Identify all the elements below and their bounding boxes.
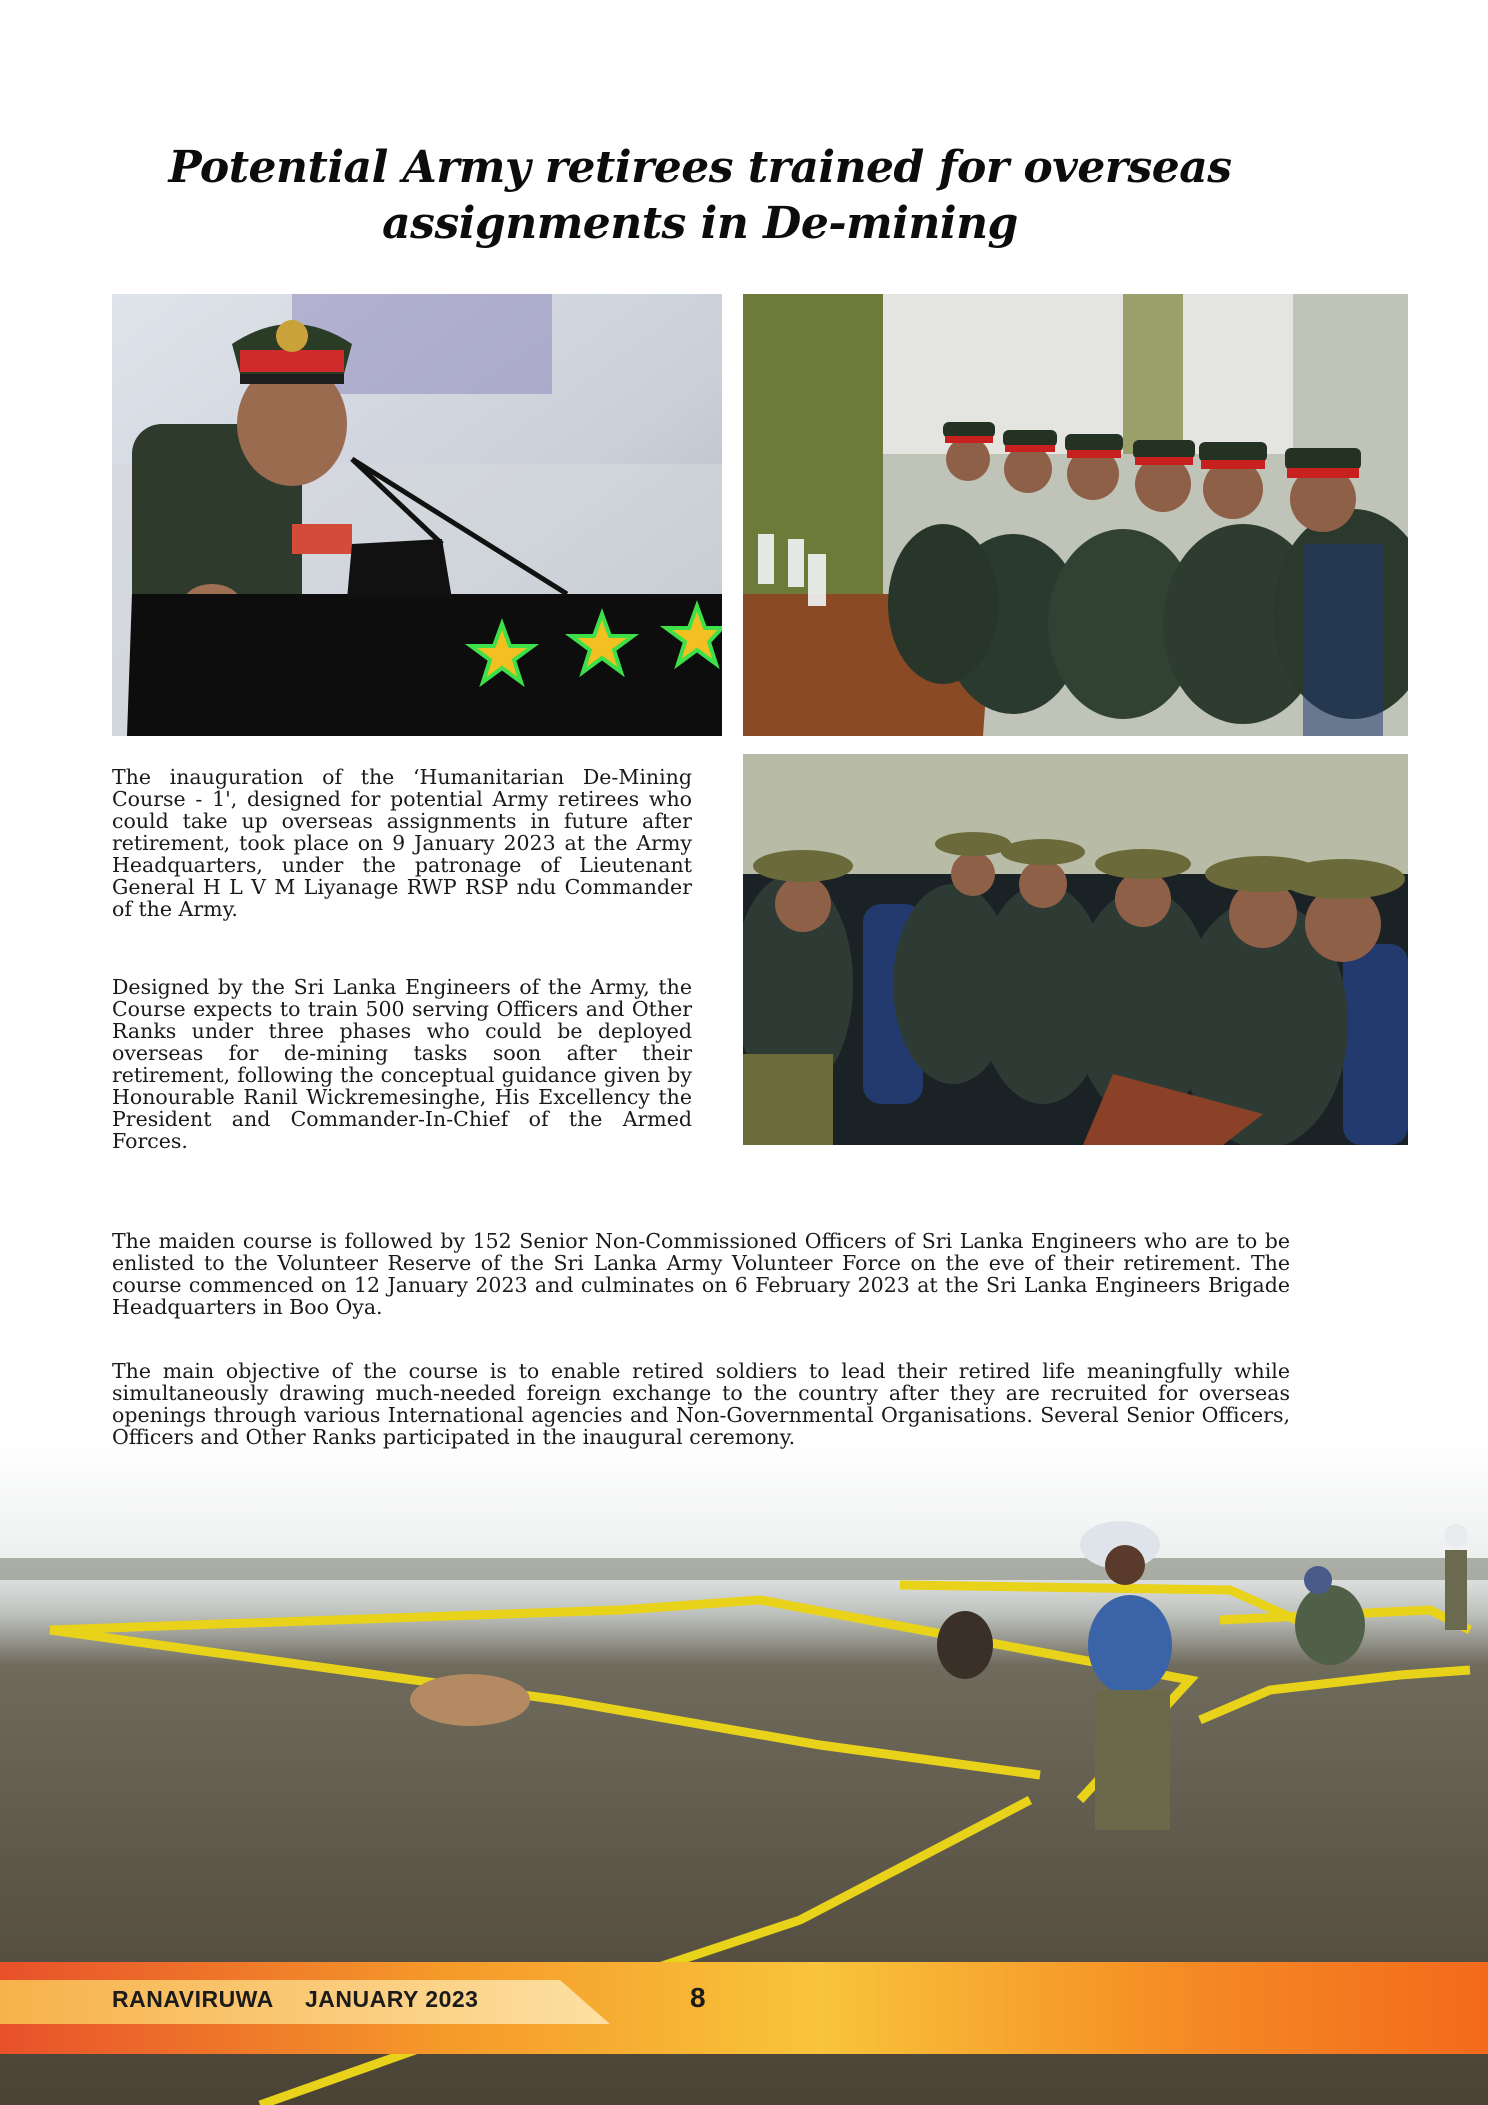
page-footer bbox=[0, 1962, 1488, 2054]
commander-podium-photo bbox=[112, 294, 722, 736]
seated-officers-photo bbox=[743, 294, 1408, 736]
paragraph-inauguration: The inauguration of the ‘Humanitarian De-Mining Course - 1', designed for potential Army retirees who could take up overseas assignments in future after retirement, took place on 9 January 2023 at the Army Headquarters, under the patronage of Lieutenant General H L V M Liyanage RWP RSP ndu Commander of the Army. bbox=[112, 765, 692, 921]
magazine-name: RANAVIRUWA bbox=[112, 1986, 274, 2012]
page-number: 8 bbox=[690, 1982, 707, 2013]
officers-audience-photo bbox=[743, 754, 1408, 1145]
issue-month: JANUARY 2023 bbox=[305, 1986, 479, 2012]
title-line-2: assignments in De-mining bbox=[382, 198, 1018, 249]
paragraph-course-design: Designed by the Sri Lanka Engineers of the Army, the Course expects to train 500 serving Officers and Other Ranks under three phases who could be deployed overseas for de-mining tasks soon after their retirement, following the conceptual guidance given by Honourable Ranil Wickremesinghe, His Excellency the President and Commander-In-Chief of the Armed Forces. bbox=[112, 975, 692, 1153]
paragraph-objective: The main objective of the course is to enable retired soldiers to lead their retired life meaningfully while simultaneously drawing much-needed foreign exchange to the country after they are recruited for overseas openings through various International agencies and Non-Governmental Organisations. Several Senior Officers, Officers and Other Ranks participated in the inaugural ceremony. bbox=[112, 1359, 1290, 1449]
paragraph-maiden-course: The maiden course is followed by 152 Senior Non-Commissioned Officers of Sri Lanka Engineers who are to be enlisted to the Volunteer Reserve of the Sri Lanka Army Volunteer Force on the eve of their retirement. The course commenced on 12 January 2023 and culminates on 6 February 2023 at the Sri Lanka Engineers Brigade Headquarters in Boo Oya. bbox=[112, 1229, 1290, 1319]
title-line-1: Potential Army retirees trained for overseas bbox=[168, 142, 1232, 193]
article-title bbox=[150, 140, 1250, 252]
